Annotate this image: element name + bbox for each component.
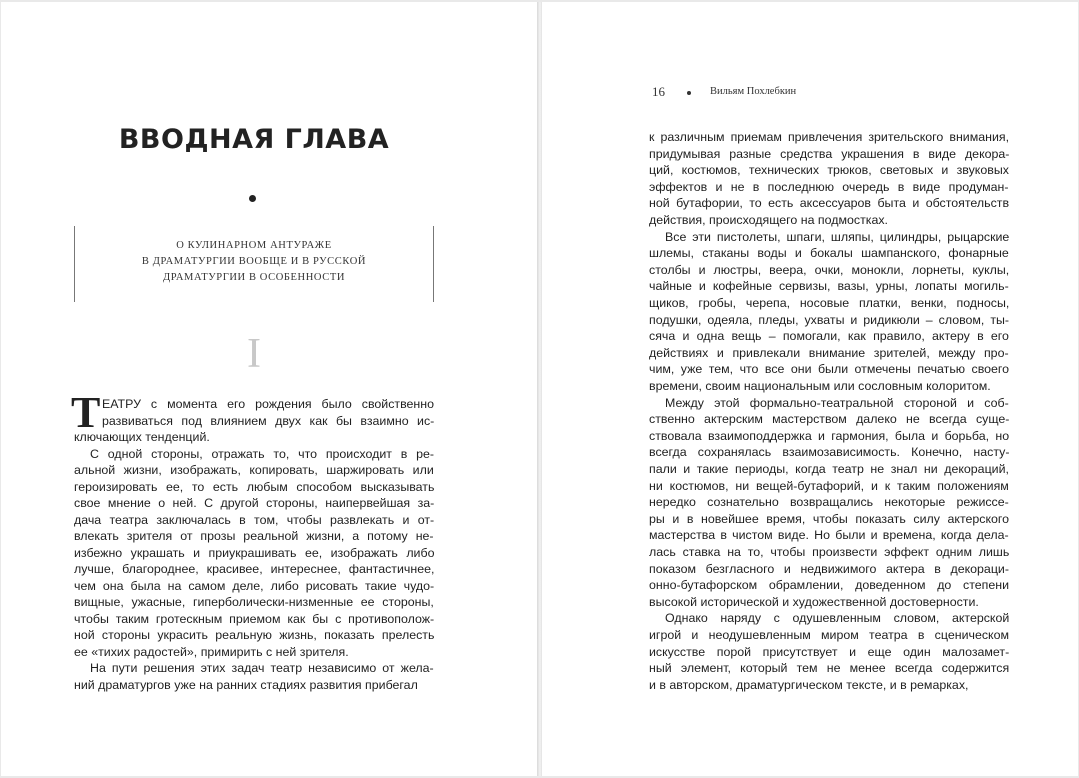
text-line: вищные, ужасные, гиперболически-низменные ее стороны,	[74, 595, 434, 609]
running-head-author: Вильям Похлебкин	[710, 86, 797, 97]
text-line: подушки, одеяла, пледы, ухваты и ридикюли – словом, ты-	[649, 312, 1010, 327]
text-line: альной жизни, изображать, копировать, шаржировать или	[74, 463, 434, 477]
text-line: столбы и люстры, веера, очки, монокли, лорнеты, куклы,	[649, 262, 1010, 277]
text-line: всегда сохранялась взаимозависимость. Конечно, насту-	[649, 445, 1010, 460]
subtitle-line: О КУЛИНАРНОМ АНТУРАЖЕ	[176, 240, 332, 251]
text-line: развиваться под влиянием двух как бы взаимно ис-	[102, 413, 435, 428]
text-line: чтобы таким гротескным приемом как бы с противополож-	[74, 611, 435, 626]
text-line: ний драматургов уже на ранних стадиях развития прибегал	[74, 677, 418, 692]
text-line: придумывая разные средства украшения в виде декора-	[649, 146, 1010, 161]
text-line: чайные и кофейные сервизы, вазы, урны, лопаты могиль-	[649, 279, 1009, 294]
text-line: дача театра заключалась в том, чтобы развлекать и от-	[74, 512, 435, 527]
text-line: Все эти пистолеты, шпаги, шляпы, цилиндры, рыцарские	[665, 229, 1010, 244]
text-line: избежно украшать и приукрашивать ее, изображать либо	[74, 545, 435, 560]
drop-cap: Т	[71, 388, 101, 437]
text-line: лучше, благороднее, красивее, интереснее, фантастичнее,	[74, 562, 435, 576]
text-line: чим, уже тем, что все они были отмечены печатью своего	[649, 362, 1010, 377]
text-line: сяча и одна вещь – помогали, как правило, актеру в его	[649, 329, 1009, 344]
text-line: ее «тихих радостей», примирить с ней зрителя.	[74, 644, 349, 659]
chapter-title: ВВОДНАЯ ГЛАВА	[118, 124, 390, 155]
text-line: пали и такие периоды, когда театр не знал ни декораций,	[649, 462, 1009, 476]
text-line: и в авторском, драматургическом тексте, и в ремарках,	[649, 677, 969, 692]
text-line: эффектов и не в последнюю очередь в виде продуман-	[649, 179, 1009, 194]
text-line: нередко сознательно возвращались некоторые режиссе-	[649, 495, 1009, 510]
text-line: Между этой формально-театральной стороной и соб-	[665, 395, 1009, 410]
right-page	[542, 2, 1078, 776]
text-line: ной стороны украсить реальную жизнь, показать прелесть	[74, 628, 435, 642]
section-numeral: I	[247, 331, 261, 377]
text-line: ной бутафории, то есть аксессуаров быта и обстоятельств	[649, 196, 1010, 211]
text-line: показом безгласного и недвижимого актера в декораци-	[649, 561, 1009, 576]
subtitle-line: В ДРАМАТУРГИИ ВООБЩЕ И В РУССКОЙ	[141, 256, 367, 267]
text-line: ни костюмов, ни вещей-бутафорий, и к таким положениям	[649, 478, 1009, 493]
text-line: онно-бутафорском обрамлении, доведенном до степени	[649, 578, 1009, 593]
text-line: героизировать ее, то есть любым способом высказывать	[74, 479, 435, 494]
text-line: времени, своим национальным или сословным колоритом.	[649, 379, 991, 393]
page-number: 16	[652, 84, 665, 99]
text-line: С одной стороны, отражать то, что происходит в ре-	[90, 446, 435, 461]
text-line: искусстве порой присутствует и еще один малозамет-	[649, 644, 1010, 659]
ornament-dot	[249, 195, 256, 202]
text-line: ры и в новейшее время, чтобы показать силу актерского	[649, 511, 1010, 526]
text-line: лась ставка на то, чтобы произвести эффект одним лишь	[649, 545, 1010, 559]
header-separator-dot	[687, 91, 691, 95]
left-page	[1, 2, 537, 776]
text-line: к различным приемам привлечения зрительского внимания,	[649, 130, 1010, 144]
text-line: На пути решения этих задач театр независимо от жела-	[90, 661, 434, 675]
text-line: ключающих тенденций.	[74, 430, 210, 444]
text-line: ный элемент, который тем не менее всегда содержится	[649, 661, 1010, 676]
text-line: действиях и привлекали внимание зрителей, между про-	[649, 345, 1009, 360]
text-line: ствовала взаимоподдержка и гармония, была и борьба, но	[649, 428, 1010, 443]
text-line: Однако наряду с одушевленным словом, актерской	[665, 611, 1010, 626]
text-line: мастерства в чистом виде. Но были и времена, когда дела-	[649, 528, 1009, 543]
text-line: свое мнение о ней. С другой стороны, наипервейшая за-	[74, 496, 435, 510]
text-line: высокой исторической и художественной достоверности.	[649, 594, 979, 609]
chapter-subtitle-box	[74, 226, 434, 302]
text-line: щиков, гробы, черепа, носовые платки, венки, подносы,	[649, 296, 1010, 310]
text-line: действия, происходящего на подмостках.	[649, 213, 888, 227]
text-line: влекать зрителя от прозы реальной жизни, а потому не-	[74, 529, 434, 543]
text-line: ственно актерским мастерством далеко не всегда суще-	[649, 412, 1010, 427]
subtitle-line: ДРАМАТУРГИИ В ОСОБЕННОСТИ	[162, 272, 346, 283]
text-line: ций, костюмов, технических трюков, световых и звуковых	[649, 163, 1009, 178]
text-line: ЕАТРУ с момента его рождения было свойственно	[102, 397, 434, 411]
text-line: шлемы, стаканы воды и бокалы шампанского, фонарные	[649, 246, 1009, 261]
text-line: игрой и неодушевленным миром театра в сценическом	[649, 628, 1010, 642]
text-line: чем она была на самом деле, либо рисовать такие чудо-	[74, 578, 435, 593]
